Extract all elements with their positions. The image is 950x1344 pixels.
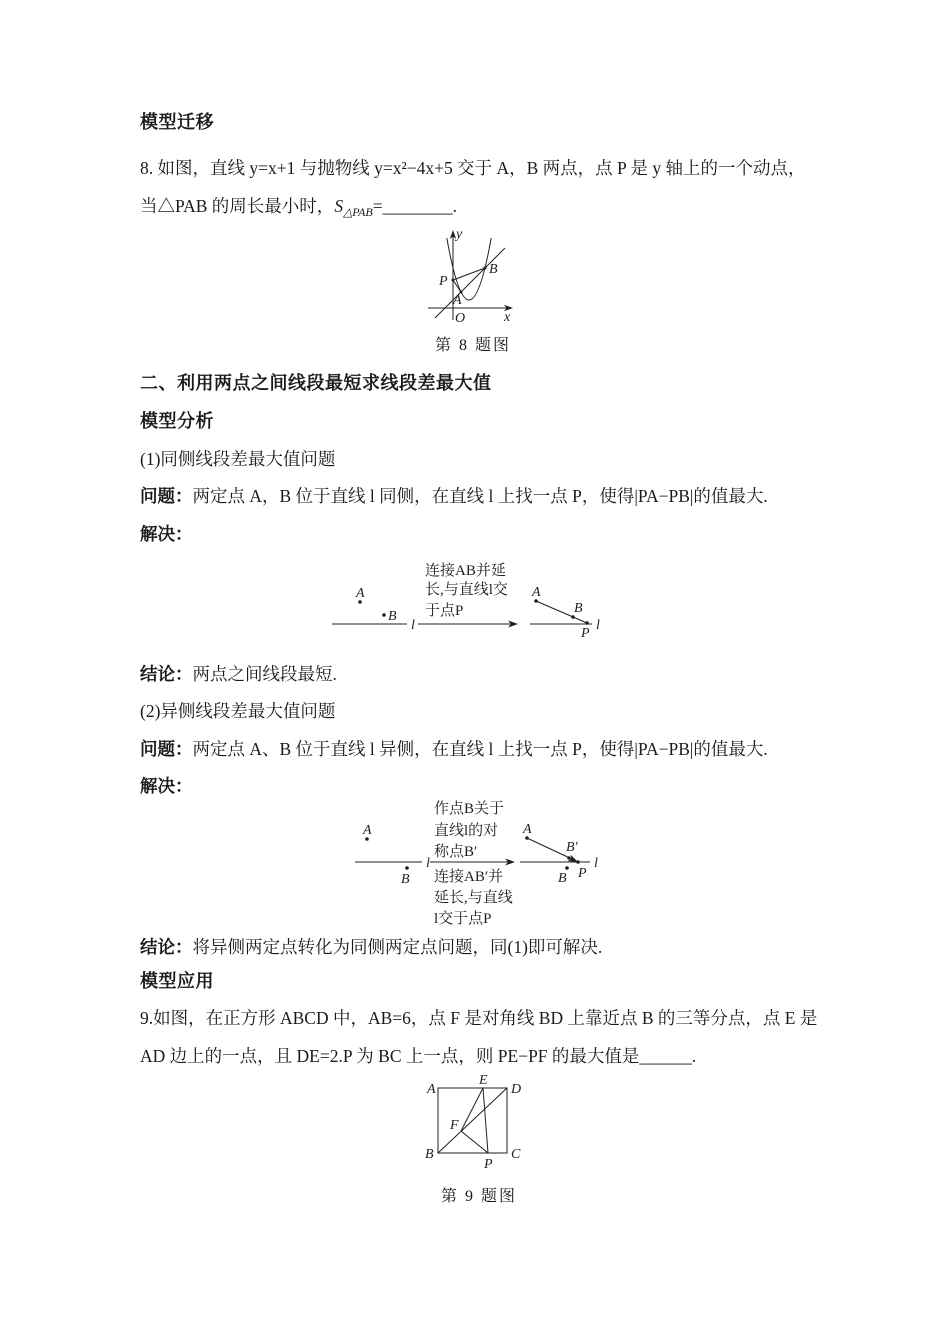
q8-s-subscript: △PAB	[343, 205, 373, 219]
figure-8-parabola-graph	[393, 226, 573, 348]
point-P-label: P	[484, 1157, 493, 1172]
case1-conclusion	[140, 662, 337, 686]
case1-problem-text: 两定点 A，B 位于直线 l 同侧，在直线 l 上找一点 P，使得|PA−PB|的值最大.	[192, 486, 768, 506]
heading-section-2: 二、利用两点之间线段最短求线段差最大值	[140, 373, 492, 393]
corner-A-label: A	[427, 1082, 436, 1097]
case2-conclusion-text: 将异侧两定点转化为同侧两定点问题，同(1)即可解决.	[192, 937, 603, 957]
segment-FP	[461, 1131, 488, 1153]
point-P-right-label: P	[578, 866, 587, 881]
x-axis-label: x	[504, 310, 511, 325]
origin-label: O	[455, 311, 466, 326]
line-l-left-label: l	[426, 856, 430, 871]
point-P-label: P	[439, 274, 448, 289]
case2-problem	[140, 737, 768, 761]
question9-line1: 9.如图，在正方形 ABCD 中，AB=6，点 F 是对角线 BD 上靠近点 B 的三等分点，点 E 是	[140, 1008, 818, 1028]
point-B-left-label: B	[401, 872, 410, 887]
case2-solve-label: 解决：	[140, 776, 193, 796]
point-E-label: E	[479, 1073, 488, 1088]
arrow-annotation-line2: 长,与直线l交	[425, 582, 508, 598]
heading-model-application: 模型应用	[140, 971, 214, 991]
arrow-annotation-line1: 连接AB并延	[425, 563, 506, 579]
point-P-right-dot	[576, 860, 580, 864]
point-A-left-label: A	[363, 823, 372, 838]
segment-PB	[453, 268, 485, 280]
case2-conclusion	[140, 935, 602, 959]
q8-s-symbol: S	[334, 196, 344, 216]
above-annotation-line2: 直线l的对	[434, 823, 499, 839]
point-Bprime-label: B′	[566, 840, 578, 855]
case2-problem-label: 问题：	[140, 739, 193, 759]
point-B-right-label: B	[574, 601, 583, 616]
point-A-left-label: A	[356, 586, 365, 601]
q8-answer-blank: =________.	[372, 196, 457, 216]
point-A-right-label: A	[532, 585, 541, 600]
point-B-right-label: B	[558, 871, 567, 886]
case1-problem-label: 问题：	[140, 486, 193, 506]
below-annotation-line3: l交于点P	[434, 911, 492, 927]
case2-conclusion-label: 结论：	[140, 937, 193, 957]
point-A-right-label: A	[523, 822, 532, 837]
above-annotation-line3: 称点B′	[434, 844, 478, 860]
above-annotation-line1: 作点B关于	[434, 801, 505, 817]
point-B-dot	[484, 267, 487, 270]
heading-model-transfer: 模型迁移	[140, 112, 214, 132]
corner-C-label: C	[511, 1147, 521, 1162]
case1-conclusion-label: 结论：	[140, 664, 193, 684]
point-B-right-dot	[565, 866, 569, 870]
diagram-2-opposite-side	[338, 793, 628, 933]
point-P-dot	[452, 279, 455, 282]
point-A-label: A	[453, 293, 462, 308]
point-P-right-label: P	[581, 626, 590, 641]
point-B-left-label: B	[388, 609, 397, 624]
figure-9-square	[420, 1074, 545, 1176]
point-F-label: F	[450, 1118, 459, 1133]
figure-8-caption: 第 8 题图	[434, 337, 511, 354]
case2-title: (2)异侧线段差最大值问题	[140, 701, 336, 721]
question8-line1: 8. 如图，直线 y=x+1 与抛物线 y=x²−4x+5 交于 A，B 两点，点 P 是 y 轴上的一个动点，	[140, 158, 806, 178]
q8-line2-text: 当△PAB 的周长最小时，	[140, 196, 335, 216]
line-l-right-label: l	[594, 856, 598, 871]
case1-conclusion-text: 两点之间线段最短.	[192, 664, 337, 684]
question9-line2: AD 边上的一点，且 DE=2.P 为 BC 上一点，则 PE−PF 的最大值是______.	[140, 1046, 697, 1066]
question8-line2	[140, 194, 457, 224]
arrow-annotation-line3: 于点P	[425, 603, 464, 619]
case1-title: (1)同侧线段差最大值问题	[140, 449, 336, 469]
corner-D-label: D	[511, 1082, 522, 1097]
point-B-left-dot	[382, 613, 386, 617]
heading-model-analysis: 模型分析	[140, 411, 214, 431]
point-B-label: B	[489, 262, 498, 277]
segment-EP	[483, 1088, 488, 1153]
point-P-right-dot	[585, 621, 589, 625]
point-Bprime-dot	[567, 856, 571, 860]
case1-solve-label: 解决：	[140, 524, 193, 544]
case1-problem	[140, 484, 768, 508]
diagram-1-same-side	[328, 551, 628, 651]
figure-9-caption: 第 9 题图	[440, 1188, 517, 1205]
below-annotation-line2: 延长,与直线	[434, 890, 513, 906]
point-B-left-dot	[405, 866, 409, 870]
case2-problem-text: 两定点 A、B 位于直线 l 异侧，在直线 l 上找一点 P，使得|PA−PB|的值最大.	[192, 739, 768, 759]
below-annotation-line1: 连接AB′并	[434, 869, 504, 885]
corner-B-label: B	[425, 1147, 434, 1162]
y-axis-label: y	[456, 227, 463, 242]
line-l-right-label: l	[596, 618, 600, 633]
segment-EF	[461, 1088, 483, 1131]
diagonal-BD	[438, 1088, 507, 1153]
line-l-left-label: l	[411, 618, 415, 633]
